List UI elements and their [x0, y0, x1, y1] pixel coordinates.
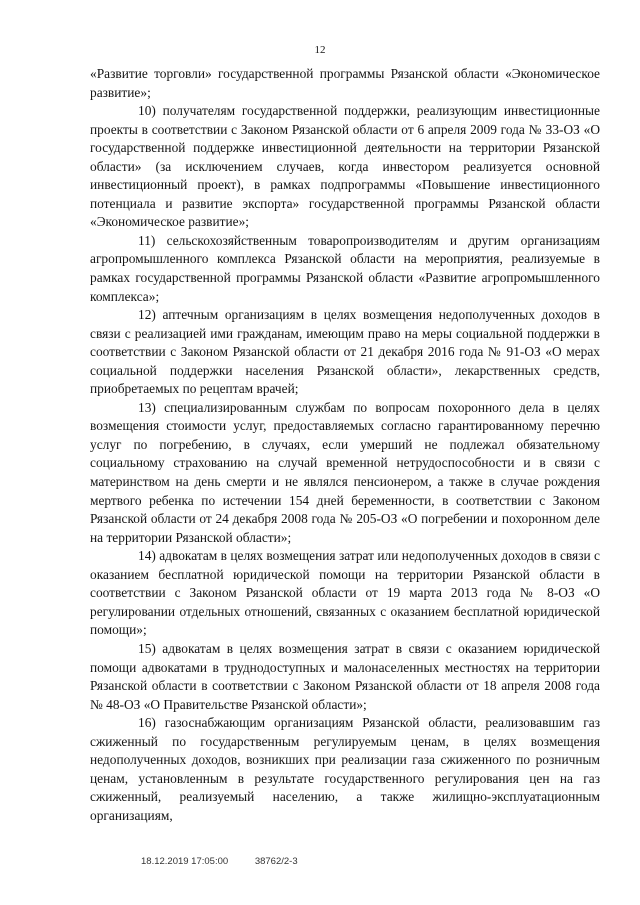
paragraph-item-13: 13) специализированным службам по вопросам похоронного дела в целях возмещения стоимости услуг, предоставляемых согласно гарантированному перечню услуг по погребению, в случаях, если умерший не подлежал обязательному социальному страхованию на случай временной нетрудоспособности и в связи с материнством на день смерти и не являлся пенсионером, а также в случае рождения мертвого ребенка по истечении 154 дней беременности, в соответствии с Законом Рязанской области от 24 декабря 2008 года № 205-ОЗ «О погребении и похоронном деле на территории Рязанской области»; — [90, 399, 600, 545]
paragraph-continuation: «Развитие торговли» государственной программы Рязанской области «Экономическое развитие»; — [90, 66, 600, 100]
footer-document-code: 38762/2-3 — [254, 856, 298, 867]
paragraph-item-12: 12) аптечным организациям в целях возмещения недополученных доходов в связи с реализацией ими гражданам, имеющим право на меры социальной поддержки в соответствии с Законом Рязанской области от 21 декабря 2016 года № 91-ОЗ «О мерах социальной поддержки населения Рязанской области», лекарственных средств, приобретаемых по рецептам врачей; — [90, 307, 600, 397]
paragraph-item-11: 11) сельскохозяйственным товаропроизводителям и другим организациям агропромышленного комплекса Рязанской области на мероприятия, реализуемые в рамках государственной программы Рязанской области «Развитие агропромышленного комплекса»; — [90, 232, 600, 304]
page-number: 12 — [314, 44, 326, 56]
footer-timestamp: 18.12.2019 17:05:00 — [141, 856, 229, 867]
paragraph-item-14: 14) адвокатам в целях возмещения затрат или недополученных доходов в связи с оказанием бесплатной юридической помощи на территории Рязанской области в соответствии с Законом Рязанской области от 19 марта 2013 года № 8-ОЗ «О регулировании отдельных отношений, связанных с оказанием бесплатной юридической помощи»; — [90, 548, 600, 638]
paragraph-item-15: 15) адвокатам в целях возмещения затрат в связи с оказанием юридической помощи адвокатами в труднодоступных и малонаселенных местностях на территории Рязанской области в соответствии с Законом Рязанской области от 18 апреля 2008 года № 48-ОЗ «О Правительстве Рязанской области»; — [90, 640, 600, 712]
page-footer — [141, 856, 298, 867]
paragraph-item-16: 16) газоснабжающим организациям Рязанской области, реализовавшим газ сжиженный по государственным регулируемым ценам, в целях возмещения недополученных доходов, возникших при реализации газа сжиженного по розничным ценам, установленным в результате государственного регулирования цен на газ сжиженный, реализуемый населению, а также жилищно-эксплуатационным организациям, — [90, 715, 600, 823]
paragraph-item-10: 10) получателям государственной поддержки, реализующим инвестиционные проекты в соответствии с Законом Рязанской области от 6 апреля 2009 года № 33-ОЗ «О государственной поддержке инвестиционной деятельности на территории Рязанской области» (за исключением случаев, когда инвестором реализуется основной инвестиционный проект), в рамках подпрограммы «Повышение инвестиционного потенциала и развитие экспорта» государственной программы Рязанской области «Экономическое развитие»; — [90, 103, 600, 230]
document-body — [90, 65, 600, 825]
